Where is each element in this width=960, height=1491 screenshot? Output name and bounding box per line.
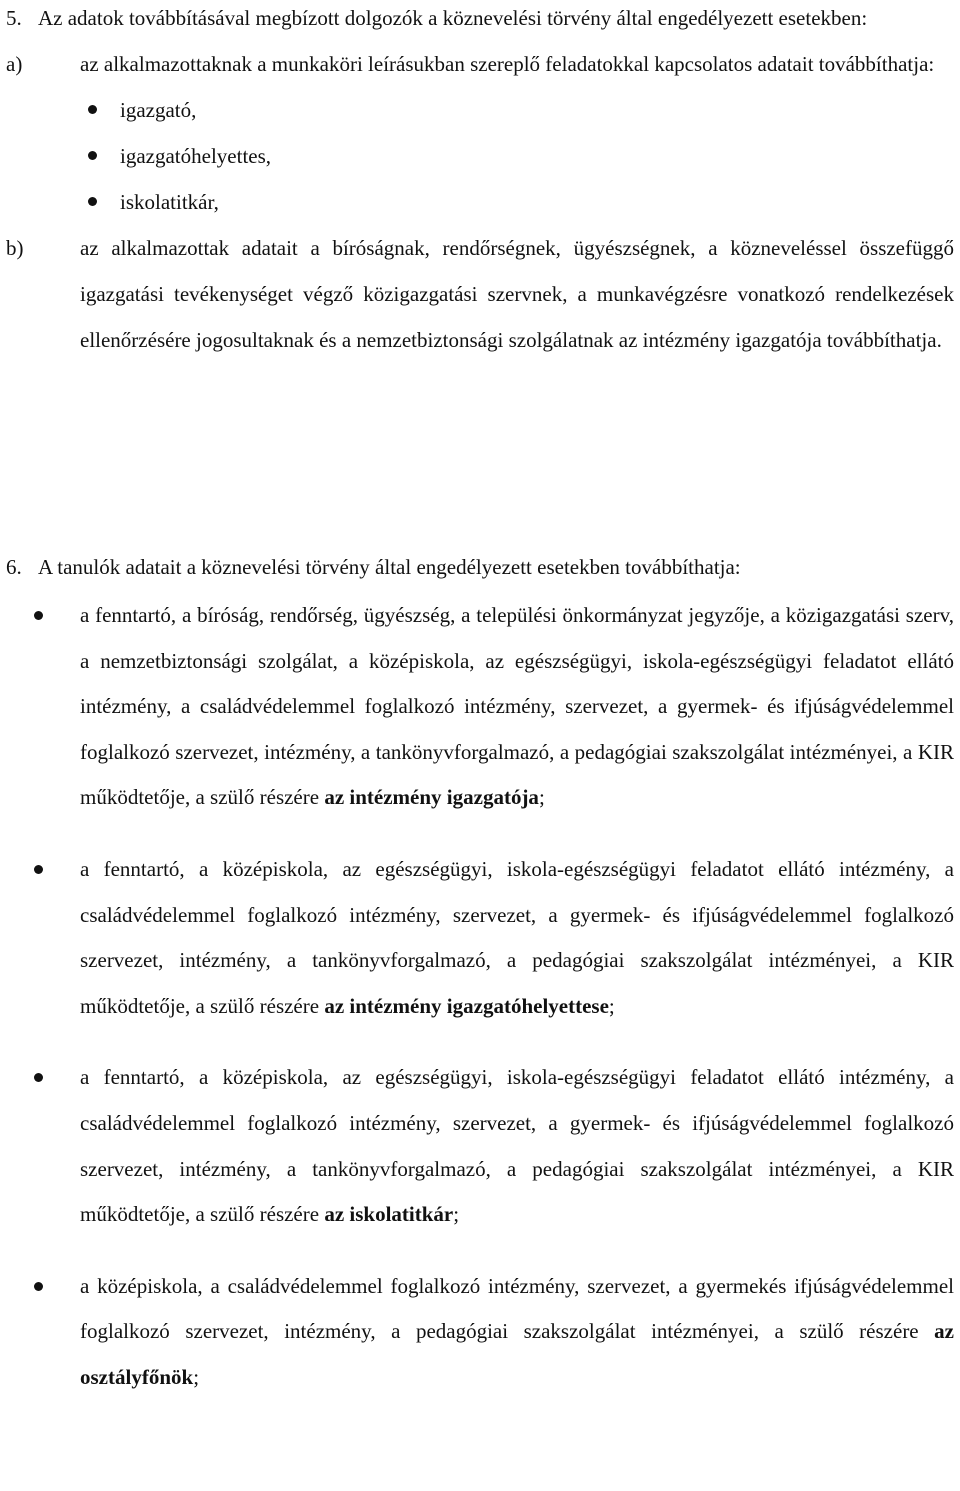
list-item: a középiskola, a családvédelemmel foglalkozó intézmény, szervezet, a gyermekés ifjúságvédelemmel foglalkozó szervezet, intézmény, a pedagógiai szakszolgálat intézményei, a szülő részére az osztályfőnök; [6,1264,954,1401]
list-item: a fenntartó, a középiskola, az egészségügyi, iskola-egészségügyi feladatot ellátó intézmény, a családvédelemmel foglalkozó intézmény, szervezet, a gyermek- és ifjúságvédelemmel foglalkozó szervezet, intézmény, a tankönyvforgalmazó, a pedagógiai szakszolgálat intézményei, a KIR működtetője, a szülő részére az iskolatitkár; [6,1055,954,1237]
list-item: igazgató, [6,87,954,133]
section-6-list [6,593,954,1401]
section-5 [6,0,954,363]
list-item: a fenntartó, a középiskola, az egészségügyi, iskola-egészségügyi feladatot ellátó intézmény, a családvédelemmel foglalkozó intézmény, szervezet, a gyermek- és ifjúságvédelemmel foglalkozó szervezet, intézmény, a tankönyvforgalmazó, a pedagógiai szakszolgálat intézményei, a KIR működtetője, a szülő részére az intézmény igazgatóhelyettese; [6,847,954,1029]
recipient-bold: az iskolatitkár [324,1202,454,1227]
subsection-b [6,225,954,363]
subsection-a [6,41,954,87]
section-5-number: 5. [6,6,22,30]
subsection-b-label: b) [6,236,24,260]
section-6-intro: A tanulók adatait a köznevelési törvény által engedélyezett esetekben továbbíthatja: [38,555,741,579]
subsection-a-label: a) [6,52,23,76]
section-5-intro: Az adatok továbbításával megbízott dolgozók a köznevelési törvény által engedélyezett esetekben: [38,6,868,30]
subsection-b-text: az alkalmazottak adatait a bíróságnak, rendőrségnek, ügyészségnek, a közneveléssel összefüggő igazgatási tevékenységet végző közigazgatási szervnek, a munkavégzésre vonatkozó rendelkezések ellenőrzésére jogosultaknak és a nemzetbiztonsági szolgálatnak az intézmény igazgatója továbbíthatja. [80,236,954,352]
list-item: igazgatóhelyettes, [6,133,954,179]
section-6 [6,545,954,1401]
list-item: iskolatitkár, [6,179,954,225]
recipient-bold: az osztályfőnök [80,1319,954,1389]
recipient-bold: az intézmény igazgatója [324,785,539,810]
subsection-a-text: az alkalmazottaknak a munkaköri leírásukban szereplő feladatokkal kapcsolatos adatait továbbíthatja: [80,52,935,76]
list-item: a fenntartó, a bíróság, rendőrség, ügyészség, a települési önkormányzat jegyzője, a közigazgatási szerv, a nemzetbiztonsági szolgálat, a középiskola, az egészségügyi, iskola-egészségügyi feladatot ellátó intézmény, a családvédelemmel foglalkozó intézmény, szervezet, a gyermek- és ifjúságvédelemmel foglalkozó szervezet, intézmény, a tankönyvforgalmazó, a pedagógiai szakszolgálat intézményei, a KIR működtetője, a szülő részére az intézmény igazgatója; [6,593,954,821]
section-6-number: 6. [6,555,22,579]
subsection-a-list [6,87,954,225]
recipient-bold: az intézmény igazgatóhelyettese [324,993,609,1018]
section-6-header [6,545,954,589]
